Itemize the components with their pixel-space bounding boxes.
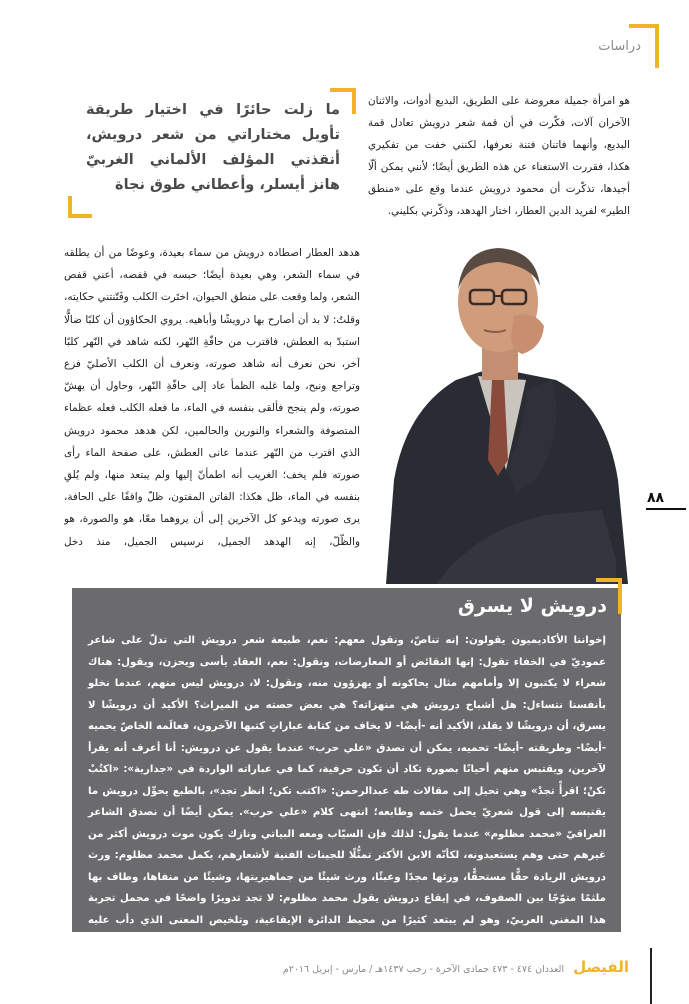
- issue-info: العددان ٤٧٤ - ٤٧٣ جمادى الآخرة - رجب ١٤٣٧هـ / مارس - إبريل ٢٠١٦م: [282, 964, 565, 975]
- pull-quote: ما زلت حائرًا في اختيار طريقة تأويل مختاراتي من شعر درويش، أنقذني المؤلف الألماني الغربيّ هانز أيسلر، وأعطاني طوق نجاة: [86, 102, 340, 193]
- box-text: إخواننا الأكاديميون يقولون: إنه تناصّ، ونقول معهم: نعم، طبيعة شعر درويش التي تدلّ على شاعر عموديّ في الخفاء تقول: إنها النقائض أو المعارضات، ونقول: نعم، العقاد يأسى ويحزن، ويقول: هناك شعراء لا يكتبون إلا وأمامهم مثال يحاكونه أو يهزؤون منه، ونقول: لا، درويش ليس منهم، عندما نخلو بأنفسنا نتساءل: هل أشباح درويش هي منهزاته؟ هي بعض حصته من الميراث؟ الأكيد أن درويشًا لا يسرق، أن درويشًا لا يقلد، الأكيد أنه -أيضًا- لا يخاف من كتابة عباراتٍ كتبها الآخرون، فعالَمه الخاصّ يحميه -أيضًا- وطريقته -أيضًا- تحميه، يمكن أن نصدق «علي حرب» عندما يقول عن درويش: أنا أعرف أنه يقرأ لآخرين، ويقتبس منهم أحيانًا بصورة تكاد أن تكون حرفية، كما في عباراته الواردة في «جدارية»: «اكتُبْ تكنْ؛ اقرأْ تجدْ» وهي تحيل إلى مقالات طه عبدالرحمن: «اكتب تكن؛ انظر تجد»، بالطبع يحوِّل درويش ما يقتبسه إلى قول شعريّ يحمل ختمه وطابعه؛ انتهى كلام «علي حرب». يمكن أيضًا أن نصدق الشاعر العراقيّ «محمد مظلوم» عندما يقول: لذلك فإن السيّاب ومعه البياتي ونازك يكون موت درويش أكثر من غيرهم حتى وهم يستعيدونه، لكأنّه الابن الأكثر تمثُّلًا للجينات الفنية لأشعارهم، يكمل محمد مظلوم: ورث درويش الريادة حقًّا مستحقًّا، ورثها مجدًا وعبئًا، ورث شيئًا من جماهيريتها، وشيئًا من منفاها، وطاف بها ملثمًا متوّجًا بين الصفوف، في إيقاع درويش يقول محمد مظلوم: لا تجد تدويرًا واضحًا في مجمل تجربة هذا المغني العربيّ، وهو لم يبتعد كثيرًا من محيط الدائرة الإيقاعية، وتلخيص المعنى الذي دأب عليه الرُّؤّاد؛ انتهى كلام «مظلوم».: [88, 635, 606, 947]
- body-text-top-right: هو امرأة جميلة معروضة على الطريق، البديع أدوات، والاثنان الآخران آلات، فكّرت في أن قمة شعر درويش تعادل قمة البديع، وأنهما فاتنان فتنة نعرفها، لكنني خفت من تفكيري هكذا، فقررت الاستغناء عن هذه الطريق أيضًا؛ لأنني يمكن ألّا أجيدها، تذكّرت أن محمود درويش عندما وقع على «منطق الطير» لفريد الدين العطار، اختار الهدهد، وذكّرني بكليني.: [368, 95, 630, 217]
- footer-rule: [650, 948, 652, 1004]
- box-corner-accent: [618, 578, 622, 614]
- pullquote-accent-top: [352, 88, 356, 114]
- footer: [283, 958, 629, 976]
- portrait-photo: [366, 230, 632, 584]
- magazine-logo: الفيصل: [573, 958, 629, 976]
- page-number-rule: [646, 508, 686, 510]
- box-title: درويش لا يسرق: [457, 595, 607, 617]
- corner-accent: [655, 24, 659, 68]
- section-label: دراسات: [598, 39, 641, 54]
- page-number: ٨٨: [647, 490, 665, 506]
- body-text-left-column: هدهد العطار اصطاده درويش من سماء بعيدة، وعوضًا من أن يطلقه في سماء الشعر، وهي بعيدة أيضًا؛ حبسه في قفصه، أعني قفص الشعر، ولما وقعت على منطق الحيوان، اختَرت الكلب وفَتّنتني حكايته، وقلتُ: لا بد أن أصارح بها درويشًا وأباهيه. يروي الحكاؤون أن كلبًا ضالًّا استبدّ به العطش، فاقترب من حافّةِ النّهر، لكنه شاهد في النّهر كلبًا آخر، نحن نعرف أنه شاهد صورته، ونعرف أن الكلب الأصليّ فزع وتراجع ونبح، ولما غلبه الظمأ عاد إلى حافّةِ النّهر، وحاول أن يهشّ صورته، ولم ينجح فألقى بنفسه في الماء، ما فعله الكلب فعله عظماء المتصوفة والشعراء والنورين والحالمين، لكن هدهد محمود درويش الذي اقترب من النّهر عندما عانى العطش، على صفحة الماء رأى صورته فلم يخف؛ الغريب أنه اطمأنّ إليها ولم يبتعد منها، ولم يُلقِ بنفسه في الماء، ظل هكذا: الفاتن المفتون، ظلّ واقفًا على الحافة، يرى صورته ويدعو كل الآخرين إلى أن يروهما معًا، هو والصورة، هو والظّلّ، إنه الهدهد الجميل، نرسيس الجميل، منذ دخل: [64, 247, 360, 548]
- pullquote-accent-bottom: [68, 214, 92, 218]
